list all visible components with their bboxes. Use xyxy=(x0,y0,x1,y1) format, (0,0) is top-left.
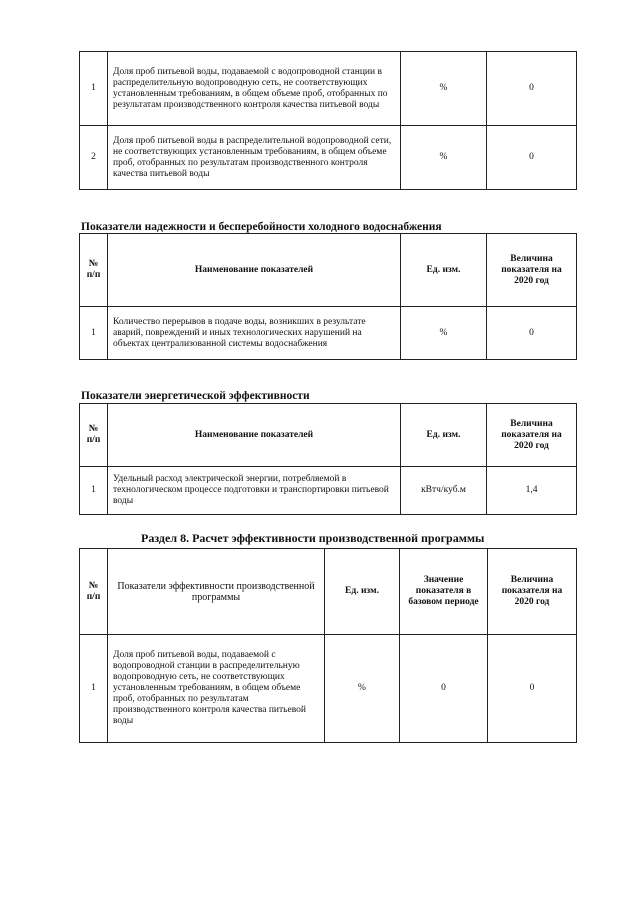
indicator-name: Удельный расход электрической энергии, потребляемой в технологическом процессе подготовки и транспортировки питьевой воды xyxy=(108,467,401,515)
table-header-row xyxy=(80,549,577,635)
header-name: Наименование показателей xyxy=(108,404,401,467)
section8-table-block xyxy=(79,548,577,743)
indicator-name: Доля проб питьевой воды, подаваемой с водопроводной станции в распределительную водопроводную сеть, не соответствующих установленным требованиям, в общем объеме проб, отобранных по результатам производственного контроля качества питьевой воды xyxy=(108,52,401,126)
energy-title: Показатели энергетической эффективности xyxy=(81,390,310,402)
table-row xyxy=(80,52,577,126)
header-value: Величина показателя на 2020 год xyxy=(487,234,577,307)
quality-table xyxy=(79,51,577,190)
base-value-cell: 0 xyxy=(400,635,488,743)
unit-cell: % xyxy=(401,52,487,126)
section8-title: Раздел 8. Расчет эффективности производственной программы xyxy=(141,531,485,545)
row-number: 1 xyxy=(80,635,108,743)
header-num: № п/п xyxy=(80,549,108,635)
table-header-row xyxy=(80,234,577,307)
table-row xyxy=(80,307,577,360)
header-unit: Ед. изм. xyxy=(401,404,487,467)
header-num: № п/п xyxy=(80,234,108,307)
header-base: Значение показателя в базовом периоде xyxy=(400,549,488,635)
header-num: № п/п xyxy=(80,404,108,467)
unit-cell: % xyxy=(325,635,400,743)
table-row xyxy=(80,126,577,190)
value-cell: 1,4 xyxy=(487,467,577,515)
row-number: 1 xyxy=(80,307,108,360)
unit-cell: % xyxy=(401,126,487,190)
indicator-name: Доля проб питьевой воды, подаваемой с водопроводной станции в распределительную водопроводную сеть, не соответствующих установленным требованиям, в общем объеме проб, отобранных по результатам производственного контроля качества питьевой воды xyxy=(108,635,325,743)
section8-table xyxy=(79,548,577,743)
header-name: Наименование показателей xyxy=(108,234,401,307)
header-value: Величина показателя на 2020 год xyxy=(487,404,577,467)
table-row xyxy=(80,635,577,743)
row-number: 1 xyxy=(80,52,108,126)
reliability-table-block xyxy=(79,233,577,360)
row-number: 1 xyxy=(80,467,108,515)
unit-cell: % xyxy=(401,307,487,360)
header-unit: Ед. изм. xyxy=(401,234,487,307)
indicator-name: Количество перерывов в подаче воды, возникших в результате аварий, повреждений и иных технологических нарушений на объектах централизованной системы водоснабжения xyxy=(108,307,401,360)
unit-cell: кВтч/куб.м xyxy=(401,467,487,515)
row-number: 2 xyxy=(80,126,108,190)
value-cell: 0 xyxy=(487,52,577,126)
energy-table xyxy=(79,403,577,515)
energy-table-block xyxy=(79,403,577,515)
top-table-block xyxy=(79,51,577,190)
header-unit: Ед. изм. xyxy=(325,549,400,635)
indicator-name: Доля проб питьевой воды в распределительной водопроводной сети, не соответствующих установленным требованиям, в общем объеме проб, отобранных по результатам производственного контроля качества питьевой воды xyxy=(108,126,401,190)
table-row xyxy=(80,467,577,515)
header-value: Величина показателя на 2020 год xyxy=(488,549,577,635)
header-name: Показатели эффективности производственной программы xyxy=(108,549,325,635)
table-header-row xyxy=(80,404,577,467)
value-cell: 0 xyxy=(487,307,577,360)
value-cell: 0 xyxy=(488,635,577,743)
value-cell: 0 xyxy=(487,126,577,190)
reliability-title: Показатели надежности и бесперебойности холодного водоснабжения xyxy=(81,221,442,233)
reliability-table xyxy=(79,233,577,360)
